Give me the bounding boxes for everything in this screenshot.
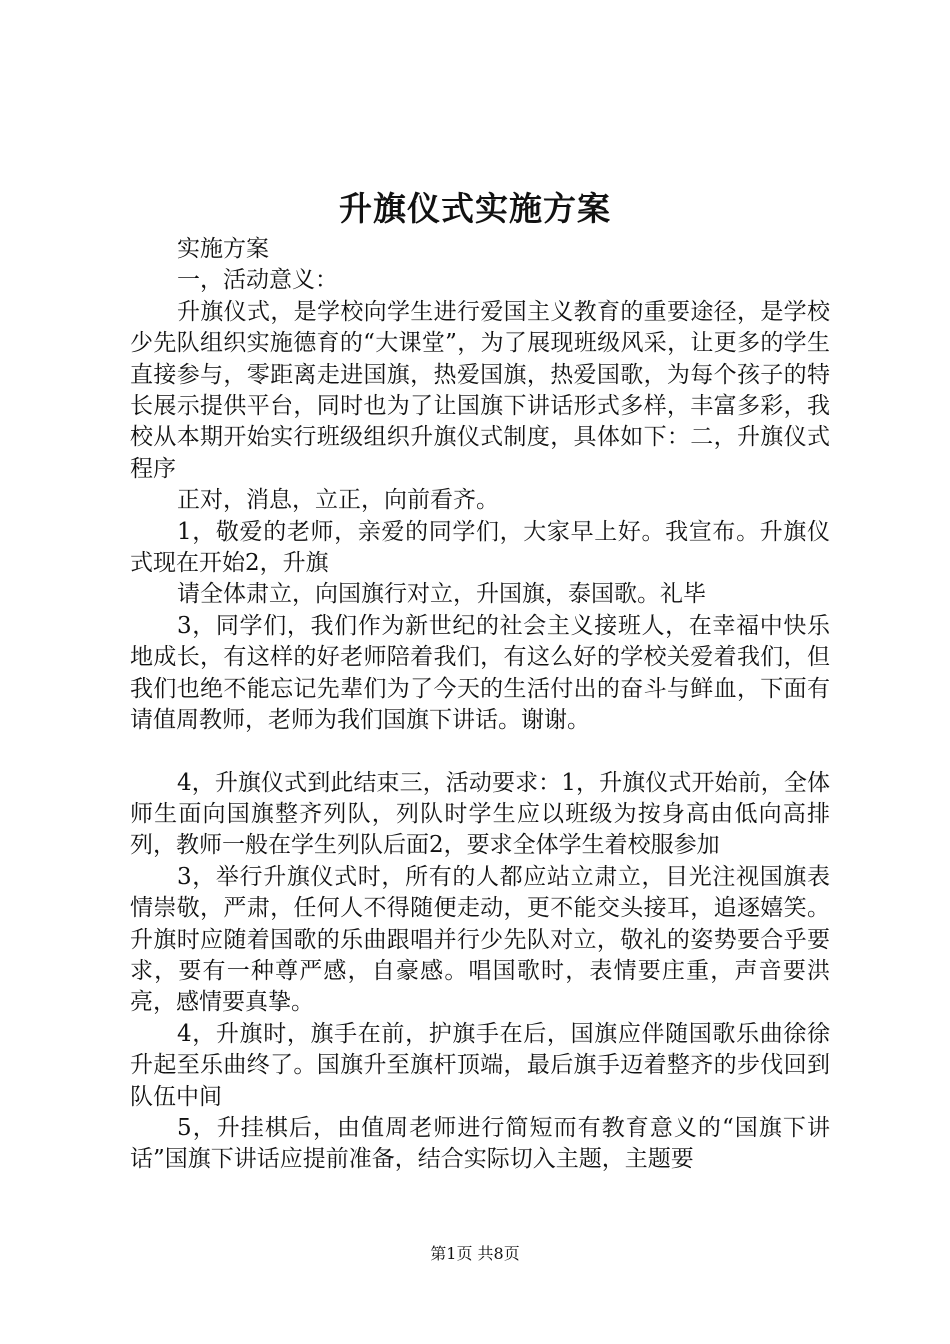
document-title: 升旗仪式实施方案	[339, 189, 611, 228]
paragraph-step-1: 1，敬爱的老师，亲爱的同学们，大家早上好。我宣布。升旗仪式现在开始2，升旗	[130, 518, 830, 577]
paragraph-gap	[130, 737, 830, 768]
page-number-footer: 第1页 共8页	[430, 1244, 520, 1263]
paragraph-step-3: 3，同学们，我们作为新世纪的社会主义接班人，在幸福中快乐地成长，有这样的好老师陪着我们，有这么好的学校关爱着我们，但我们也绝不能忘记先辈们为了今天的生活付出的奋斗与鲜血，下面有请值周教师，老师为我们国旗下讲话。谢谢。	[130, 612, 830, 734]
paragraph-attention: 正对，消息，立正，向前看齐。	[177, 487, 499, 514]
paragraph-flag-raise: 请全体肃立，向国旗行对立，升国旗，泰国歌。礼毕	[177, 581, 706, 608]
paragraph-heading: 实施方案	[177, 236, 269, 262]
document-body	[130, 234, 830, 1176]
paragraph-requirement-4: 4，升旗时，旗手在前，护旗手在后，国旗应伴随国歌乐曲徐徐升起至乐曲终了。国旗升至旗杆顶端，最后旗手迈着整齐的步伐回到队伍中间	[130, 1020, 830, 1110]
paragraph-step-4: 4，升旗仪式到此结束三，活动要求：1，升旗仪式开始前，全体师生面向国旗整齐列队，列队时学生应以班级为按身高由低向高排列，教师一般在学生列队后面2，要求全体学生着校服参加	[130, 769, 830, 859]
paragraph-section-one: 一，活动意义：	[177, 267, 338, 294]
paragraph-significance: 升旗仪式，是学校向学生进行爱国主义教育的重要途径，是学校少先队组织实施德育的“大课堂”，为了展现班级风采，让更多的学生直接参与，零距离走进国旗，热爱国旗，热爱国歌，为每个孩子的特长展示提供平台，同时也为了让国旗下讲话形式多样，丰富多彩，我校从本期开始实行班级组织升旗仪式制度，具体如下：二，升旗仪式程序	[130, 298, 830, 482]
paragraph-requirement-3: 3，举行升旗仪式时，所有的人都应站立肃立，目光注视国旗表情崇敬，严肃，任何人不得随便走动，更不能交头接耳，追逐嬉笑。升旗时应随着国歌的乐曲跟唱并行少先队对立，敬礼的姿势要合乎要求，要有一种尊严感，自豪感。唱国歌时，表情要庄重，声音要洪亮，感情要真挚。	[130, 863, 830, 1016]
paragraph-requirement-5: 5，升挂棋后，由值周老师进行简短而有教育意义的“国旗下讲话”国旗下讲话应提前准备，结合实际切入主题，主题要	[130, 1114, 830, 1173]
